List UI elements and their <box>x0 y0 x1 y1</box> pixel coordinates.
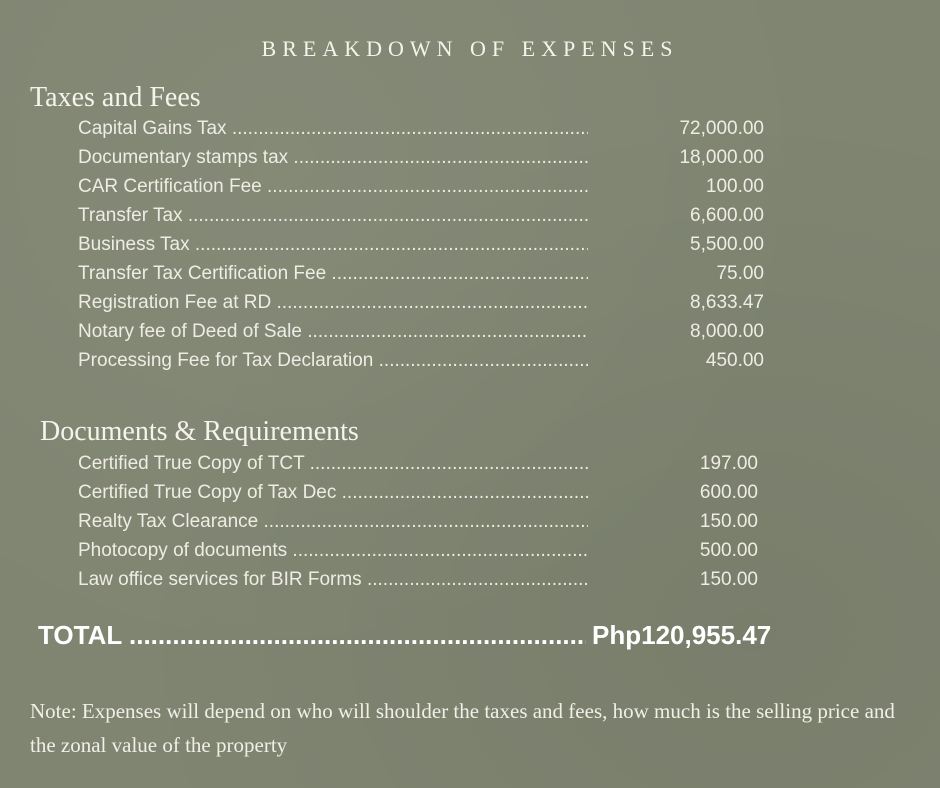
expense-amount: 150.00 <box>699 511 758 532</box>
expense-label: Registration Fee at RD ..... <box>78 292 588 314</box>
expense-amount: 600.00 <box>699 482 758 503</box>
expense-amount: 100.00 <box>705 176 764 197</box>
expense-amount: 6,600.00 <box>690 205 764 226</box>
expense-amount: 18,000.00 <box>679 147 764 168</box>
expense-label: Business Tax ..... <box>78 234 588 256</box>
expense-amount: 8,633.47 <box>690 292 764 313</box>
expense-label: Capital Gains Tax ..... <box>78 118 588 140</box>
expense-label: Realty Tax Clearance ..... <box>78 511 588 533</box>
expense-label: Certified True Copy of TCT ..... <box>78 453 588 475</box>
expense-label: Photocopy of documents ..... <box>78 540 588 562</box>
expense-label: Certified True Copy of Tax Dec ..... <box>78 482 588 504</box>
expense-amount: 500.00 <box>699 540 758 561</box>
expense-label: CAR Certification Fee ..... <box>78 176 588 198</box>
total-amount: Php120,955.47 <box>592 620 772 650</box>
expense-amount: 450.00 <box>705 350 764 371</box>
expense-amount: 72,000.00 <box>679 118 764 139</box>
expense-label: Documentary stamps tax ..... <box>78 147 588 169</box>
expense-label: Transfer Tax ..... <box>78 205 588 227</box>
page-title: BREAKDOWN OF EXPENSES <box>261 36 679 61</box>
expense-label: Transfer Tax Certification Fee ..... <box>78 263 588 285</box>
expense-label: Notary fee of Deed of Sale ..... <box>78 321 588 343</box>
total-row <box>38 620 798 651</box>
expense-label: Law office services for BIR Forms ..... <box>78 569 588 591</box>
expense-amount: 8,000.00 <box>690 321 764 342</box>
expense-amount: 150.00 <box>699 569 758 590</box>
expense-label: Processing Fee for Tax Declaration ..... <box>78 350 588 372</box>
documents-section-heading: Documents & Requirements <box>40 416 359 447</box>
taxes-section-heading: Taxes and Fees <box>30 82 201 113</box>
expense-amount: 75.00 <box>716 263 764 284</box>
total-label: TOTAL ..... <box>38 620 586 651</box>
expense-amount: 5,500.00 <box>690 234 764 255</box>
expense-amount: 197.00 <box>699 453 758 474</box>
note-text: Note: Expenses will depend on who will shoulder the taxes and fees, how much is the selling price and the zonal value of the property <box>30 699 895 757</box>
